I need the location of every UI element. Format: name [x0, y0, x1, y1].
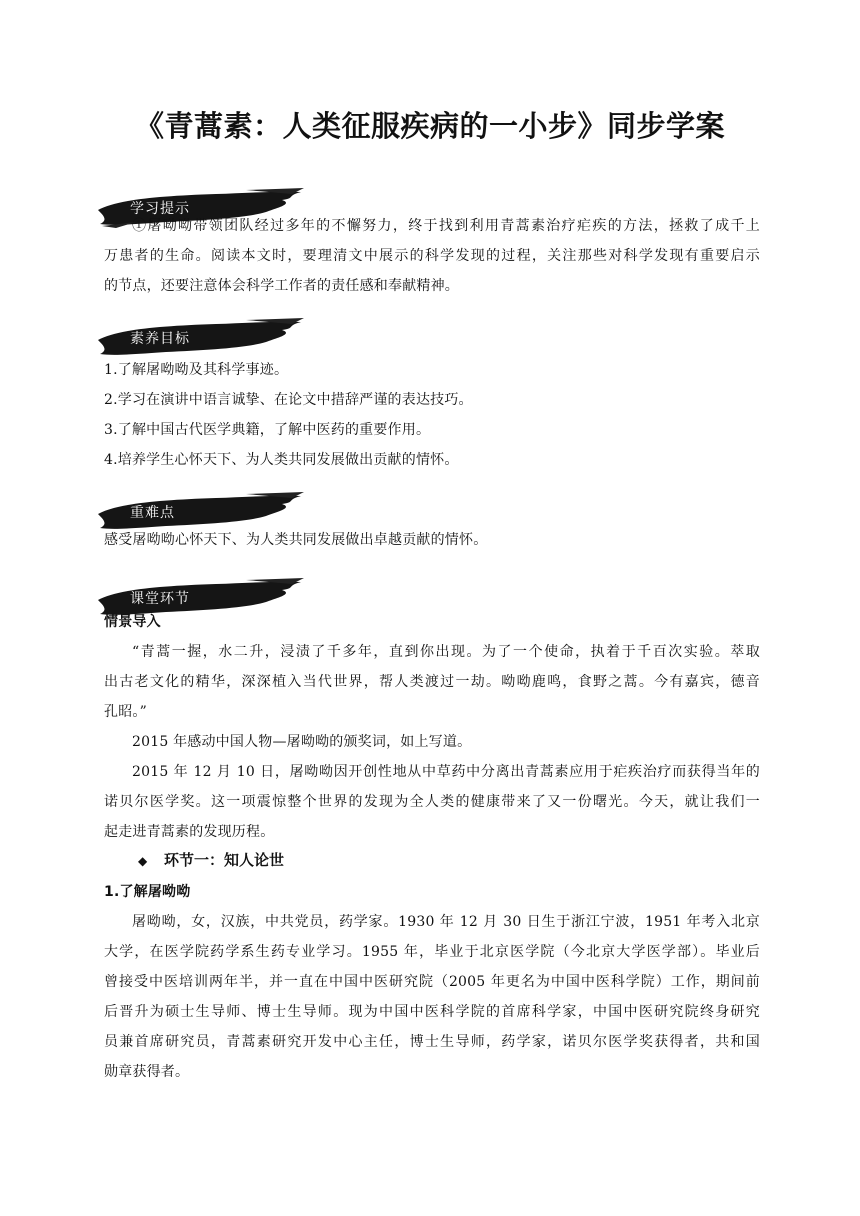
nobel-line: 2015 年 12 月 10 日，屠呦呦因开创性地从中草药中分离出青蒿素应用于疟疾治疗而获得当年的 [132, 764, 760, 780]
key-point-text: 感受屠呦呦心怀天下、为人类共同发展做出卓越贡献的情怀。 [104, 532, 488, 548]
subheading: 1.了解屠呦呦 [104, 884, 191, 900]
section-label: 素养目标 [130, 331, 190, 347]
bio-line: 后晋升为硕士生导师、博士生导师。现为中国中医科学院的首席科学家，中国中医研究院终身研究 [104, 1004, 760, 1020]
goal-item: 3.了解中国古代医学典籍，了解中医药的重要作用。 [104, 422, 431, 438]
quote-line: “青蒿一握，水二升，浸渍了千多年，直到你出现。为了一个使命，执着于千百次实验。萃取 [132, 644, 760, 660]
intro-heading: 情景导入 [104, 614, 161, 630]
bio-line: 员兼首席研究员，青蒿素研究开发中心主任，博士生导师，药学家，诺贝尔医学奖获得者，共和国 [104, 1034, 760, 1050]
section-label: 学习提示 [130, 201, 190, 217]
link-heading [138, 849, 284, 870]
goal-item: 4.培养学生心怀天下、为人类共同发展做出贡献的情怀。 [104, 452, 459, 468]
goal-item: 2.学习在演讲中语言诚挚、在论文中措辞严谨的表达技巧。 [104, 392, 473, 408]
quote-line: 出古老文化的精华，深深植入当代世界，帮人类渡过一劫。呦呦鹿鸣，食野之蒿。今有嘉宾，德音 [104, 674, 760, 690]
tips-line: 万患者的生命。阅读本文时，要理清文中展示的科学发现的过程，关注那些对科学发现有重要启示 [104, 248, 760, 264]
award-line: 2015 年感动中国人物—屠呦呦的颁奖词，如上写道。 [132, 734, 472, 750]
bio-line: 曾接受中医培训两年半，并一直在中国中医研究院（2005 年更名为中国中医科学院）工作，期间前 [104, 974, 760, 990]
section-label: 重难点 [130, 505, 175, 521]
section-label: 课堂环节 [130, 591, 190, 607]
document-title: 《青蒿素：人类征服疾病的一小步》同步学案 [134, 109, 725, 143]
brush-stroke-icon [96, 492, 306, 532]
diamond-bullet-icon: ◆ [138, 854, 148, 868]
section-banner-key [96, 492, 306, 532]
tips-line: 的节点，还要注意体会科学工作者的责任感和奉献精神。 [104, 278, 459, 294]
bio-line: 屠呦呦，女，汉族，中共党员，药学家。1930 年 12 月 30 日生于浙江宁波，1951 年考入北京 [132, 914, 760, 930]
nobel-line: 起走进青蒿素的发现历程。 [104, 824, 275, 840]
tips-line: ①屠呦呦带领团队经过多年的不懈努力，终于找到利用青蒿素治疗疟疾的方法，拯救了成千上 [132, 218, 760, 234]
bio-line: 大学，在医学院药学系生药专业学习。1955 年，毕业于北京医学院（今北京大学医学部）。毕业后 [104, 944, 760, 960]
bio-line: 勋章获得者。 [104, 1064, 190, 1080]
section-banner-goals [96, 318, 306, 358]
link-heading-title: 环节一：知人论世 [164, 851, 285, 869]
brush-stroke-icon [96, 318, 306, 358]
nobel-line: 诺贝尔医学奖。这一项震惊整个世界的发现为全人类的健康带来了又一份曙光。今天，就让我们一 [104, 794, 760, 810]
quote-line: 孔昭。” [104, 704, 147, 720]
goal-item: 1.了解屠呦呦及其科学事迹。 [104, 362, 289, 378]
